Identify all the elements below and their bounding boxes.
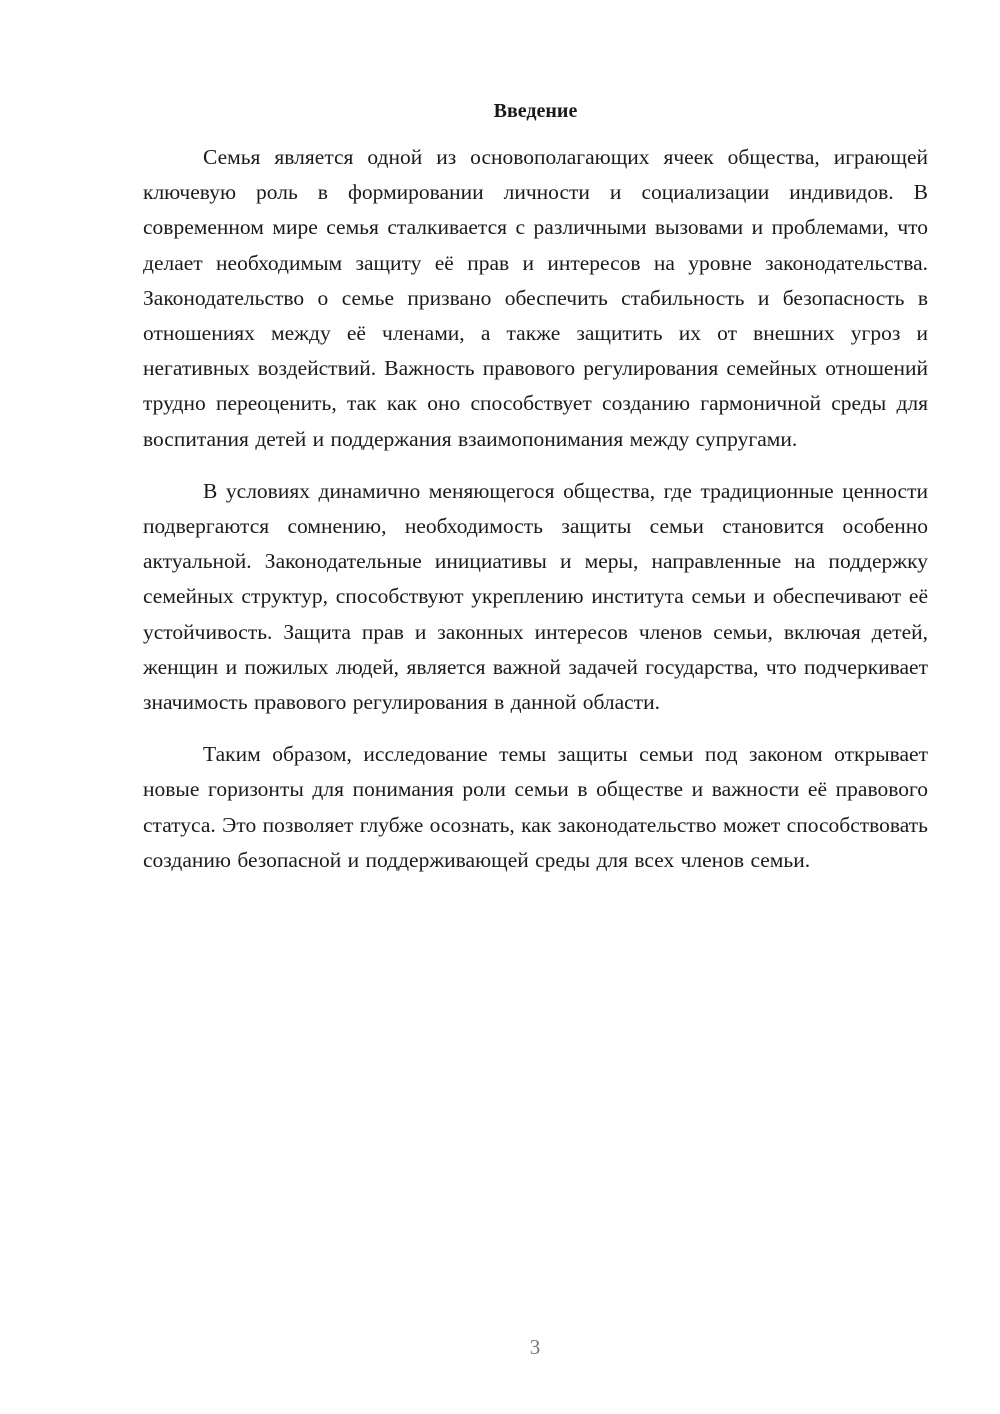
paragraph-1: Семья является одной из основополагающих ячеек общества, играющей ключевую роль в формировании личности и социализации индивидов. В современном мире семья сталкивается с различными вызовами и проблемами, что делает необходимым защиту её прав и интересов на уровне законодательства. Законодательство о семье призвано обеспечить стабильность и безопасность в отношениях между её членами, а также защитить их от внешних угроз и негативных воздействий. Важность правового регулирования семейных отношений трудно переоценить, так как оно способствует созданию гармоничной среды для воспитания детей и поддержания взаимопонимания между супругами. bbox=[143, 145, 928, 451]
paragraph-3: Таким образом, исследование темы защиты семьи под законом открывает новые горизонты для понимания роли семьи в обществе и важности её правового статуса. Это позволяет глубже осознать, как законодательство может способствовать созданию безопасной и поддерживающей среды для всех членов семьи. bbox=[143, 742, 928, 872]
page-number: 3 bbox=[529, 1335, 541, 1359]
body-text bbox=[143, 140, 928, 895]
paragraph-2: В условиях динамично меняющегося общества, где традиционные ценности подвергаются сомнению, необходимость защиты семьи становится особенно актуальной. Законодательные инициативы и меры, направленные на поддержку семейных структур, способствуют укреплению института семьи и обеспечивают её устойчивость. Защита прав и законных интересов членов семьи, включая детей, женщин и пожилых людей, является важной задачей государства, что подчеркивает значимость правового регулирования в данной области. bbox=[143, 478, 928, 715]
page-heading: Введение bbox=[493, 100, 578, 122]
